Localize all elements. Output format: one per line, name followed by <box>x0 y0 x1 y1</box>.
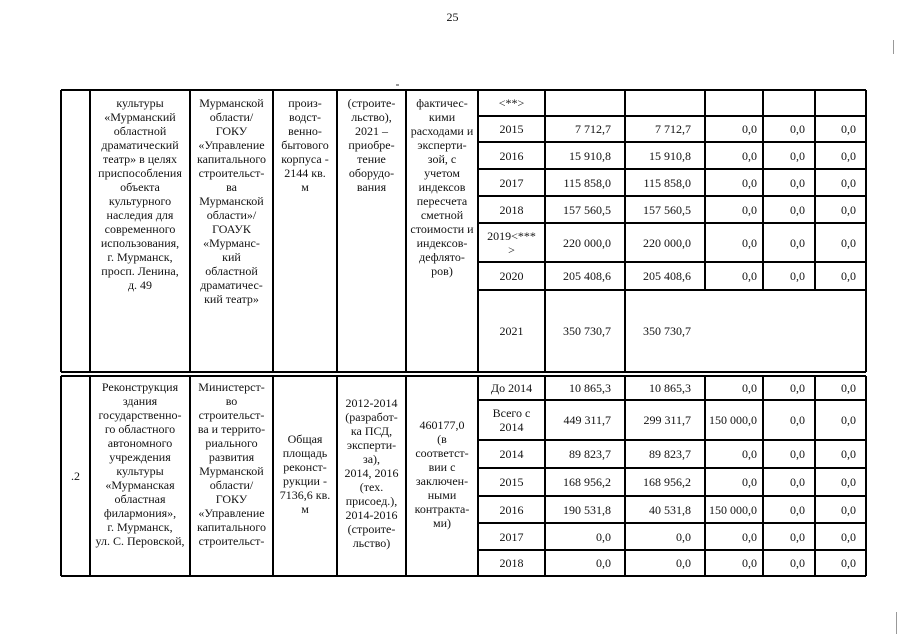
year-cell-line: Всего с <box>492 406 531 420</box>
total-amount: 350 730,7 <box>563 324 611 338</box>
object-name-line: «Мурманский <box>104 110 176 124</box>
municipal-amount: 0,0 <box>790 413 805 427</box>
customer-name-line: Мурманской <box>199 464 264 478</box>
capacity-line: венно- <box>288 124 322 138</box>
capacity-line: м <box>301 502 309 516</box>
object-name-line: областная <box>114 492 166 506</box>
federal-amount: 0,0 <box>742 175 757 190</box>
estimated-cost-line: кими <box>428 110 456 124</box>
estimated-cost-line: расходами и <box>410 124 474 138</box>
year-cell-line: > <box>508 242 515 257</box>
estimated-cost-line: учетом <box>424 166 460 180</box>
customer-name-line: риального <box>205 436 258 450</box>
customer-name-line: развития <box>208 450 255 464</box>
estimated-cost-line: индексов <box>418 180 466 194</box>
construction-period-line: эксперти- <box>346 438 397 452</box>
customer-name-line: капитального <box>197 520 266 534</box>
estimated-cost-line: заключен- <box>415 474 469 488</box>
section-b-top-rule <box>61 375 866 376</box>
capacity-line: площадь <box>282 446 328 460</box>
year-cell: 2018 <box>499 202 524 217</box>
estimated-cost <box>406 96 478 278</box>
municipal-amount: 0,0 <box>790 269 805 283</box>
municipal-amount: 0,0 <box>790 556 805 570</box>
construction-period-line: (тех. <box>359 480 384 494</box>
construction-period-line: за), <box>362 452 381 466</box>
federal-amount: 0,0 <box>742 447 757 461</box>
year-cell <box>478 406 545 434</box>
other-amount: 0,0 <box>841 122 856 136</box>
regional-amount: 89 823,7 <box>649 447 691 461</box>
amount-column-rule <box>865 90 866 290</box>
total-amount: 0,0 <box>596 529 611 544</box>
federal-amount: 0,0 <box>742 202 757 217</box>
object-name-line: го областного <box>104 422 176 436</box>
object-name-line: культуры <box>116 96 164 110</box>
federal-amount: 0,0 <box>742 269 757 283</box>
object-name-line: г. Мурманск, <box>107 520 173 534</box>
municipal-amount: 0,0 <box>790 202 805 217</box>
customer-name-line: во <box>225 394 238 408</box>
customer-name-line: ГОАУК <box>212 222 251 236</box>
object-name <box>90 380 190 548</box>
capacity-line: реконст- <box>283 460 327 474</box>
total-amount: 205 408,6 <box>563 269 611 283</box>
estimated-cost <box>406 418 478 530</box>
other-amount: 0,0 <box>841 413 856 427</box>
federal-amount: 0,0 <box>742 556 757 570</box>
customer-name-line: ва <box>226 180 237 194</box>
table-right-rule <box>865 290 866 372</box>
year-cell: <**> <box>498 96 525 110</box>
year-row-rule <box>478 439 866 440</box>
scan-mark <box>896 612 897 634</box>
federal-amount: 0,0 <box>742 235 757 250</box>
regional-amount: 10 865,3 <box>649 381 691 395</box>
year-cell-line: 2019<*** <box>487 228 536 243</box>
customer-name-line: строительст- <box>198 166 265 180</box>
federal-amount: 150 000,0 <box>709 413 757 427</box>
year-row-rule <box>478 141 866 142</box>
object-name-line: объекта <box>120 180 160 194</box>
customer-name-line: «Управление <box>198 506 265 520</box>
object-name-line: областной <box>113 124 167 138</box>
municipal-amount: 0,0 <box>790 447 805 461</box>
object-name-line: наследия для <box>106 208 174 222</box>
object-name-line: современного <box>104 222 176 236</box>
total-amount: 89 823,7 <box>569 447 611 461</box>
capacity-line: 2144 кв. <box>284 166 326 180</box>
object-name-line: филармония», <box>103 506 177 520</box>
object-name-line: г. Мурманск, <box>107 250 173 264</box>
capacity-line: произ- <box>288 96 322 110</box>
year-row-rule <box>478 115 866 116</box>
total-amount: 115 858,0 <box>563 175 611 190</box>
customer-name-line: области/ <box>209 478 254 492</box>
year-row-rule <box>478 222 866 223</box>
other-amount: 0,0 <box>841 502 856 517</box>
column-rule <box>865 376 866 576</box>
municipal-amount: 0,0 <box>790 502 805 517</box>
capacity <box>273 432 337 516</box>
object-name-line: государственно- <box>98 408 182 422</box>
federal-amount: 150 000,0 <box>709 502 757 517</box>
year-cell: 2018 <box>499 556 524 570</box>
customer-name-line: Министерст- <box>198 380 265 394</box>
estimated-cost-line: пересчета <box>416 194 468 208</box>
construction-period-line: 2014, 2016 <box>344 466 399 480</box>
scan-mark <box>893 40 894 54</box>
scan-mark <box>396 84 399 86</box>
total-amount: 157 560,5 <box>563 202 611 217</box>
regional-amount: 0,0 <box>676 556 691 570</box>
municipal-amount: 0,0 <box>790 175 805 190</box>
construction-period-line: приобре- <box>348 138 395 152</box>
customer-name-line: Мурманской <box>199 96 264 110</box>
object-name-line: театр» в целях <box>102 152 178 166</box>
other-amount: 0,0 <box>841 447 856 461</box>
object-name-line: просп. Ленина, <box>101 264 179 278</box>
section-a-bottom-rule <box>61 371 866 372</box>
year-cell: 2020 <box>499 269 524 283</box>
regional-amount: 115 858,0 <box>643 175 691 190</box>
year-cell: 2014 <box>499 447 524 461</box>
regional-amount: 205 408,6 <box>643 269 691 283</box>
year-cell: 2015 <box>499 122 524 136</box>
total-amount: 10 865,3 <box>569 381 611 395</box>
capacity-line: рукции - <box>283 474 327 488</box>
year-row-rule <box>478 261 866 262</box>
municipal-amount: 0,0 <box>790 148 805 163</box>
estimated-cost-line: сметной <box>420 208 464 222</box>
municipal-amount: 0,0 <box>790 235 805 250</box>
object-name-line: Реконструкция <box>101 380 179 394</box>
construction-period-line: 2014-2016 <box>345 508 398 522</box>
customer-name-line: ГОКУ <box>215 492 248 506</box>
object-name-line: учреждения <box>109 450 171 464</box>
estimated-cost-line: зой, с <box>427 152 457 166</box>
total-amount: 7 712,7 <box>575 122 611 136</box>
row-number: .2 <box>71 469 80 483</box>
total-amount: 190 531,8 <box>563 502 611 517</box>
estimated-cost-line: 460177,0 <box>419 418 465 432</box>
estimated-cost-line: ров) <box>431 264 453 278</box>
other-amount: 0,0 <box>841 202 856 217</box>
estimated-cost-line: эксперти- <box>417 138 467 152</box>
customer-name-line: «Управление <box>198 138 265 152</box>
capacity-line: бытового <box>281 138 329 152</box>
regional-amount: 168 956,2 <box>643 475 691 489</box>
regional-amount: 0,0 <box>676 529 691 544</box>
federal-amount: 0,0 <box>742 475 757 489</box>
customer-name-line: капитального <box>197 152 266 166</box>
customer-name <box>190 380 273 548</box>
construction-period-line: (разработ- <box>345 410 398 424</box>
total-amount: 449 311,7 <box>563 413 611 427</box>
capacity-line: Общая <box>287 432 323 446</box>
object-name-line: д. 49 <box>127 278 153 292</box>
estimated-cost-line: контракта- <box>414 502 470 516</box>
object-name-line: ул. С. Перовской, <box>95 534 185 548</box>
construction-period-line: льство), <box>351 110 392 124</box>
total-amount: 15 910,8 <box>569 148 611 163</box>
other-amount: 0,0 <box>841 475 856 489</box>
customer-name-line: области»/ <box>206 208 257 222</box>
construction-period-line: (строите- <box>347 96 396 110</box>
estimated-cost-line: ными <box>427 488 457 502</box>
capacity-line: 7136,6 кв. <box>279 488 331 502</box>
year-cell: 2021 <box>499 324 524 338</box>
year-row-rule <box>478 549 866 550</box>
federal-amount: 0,0 <box>742 381 757 395</box>
estimated-cost-line: ми) <box>432 516 451 530</box>
customer-name-line: кий <box>222 250 241 264</box>
other-amount: 0,0 <box>841 529 856 544</box>
customer-name <box>190 96 273 306</box>
federal-amount: 0,0 <box>742 148 757 163</box>
estimated-cost-line: вии с <box>428 460 456 474</box>
year-cell: 2017 <box>499 529 524 544</box>
table-left-rule <box>60 90 61 372</box>
total-amount: 0,0 <box>596 556 611 570</box>
municipal-amount: 0,0 <box>790 529 805 544</box>
object-name <box>90 96 190 292</box>
customer-name-line: ва и террито- <box>197 422 266 436</box>
total-amount: 168 956,2 <box>563 475 611 489</box>
amount-column-rule <box>704 90 705 290</box>
year-cell: 2017 <box>499 175 524 190</box>
regional-amount: 350 730,7 <box>643 324 691 338</box>
regional-amount: 157 560,5 <box>643 202 691 217</box>
object-name-line: «Мурманская <box>105 478 175 492</box>
construction-period-line: тение <box>357 152 386 166</box>
object-name-line: приспособления <box>98 166 182 180</box>
customer-name-line: «Мурманс- <box>203 236 260 250</box>
table-top-rule <box>61 89 866 90</box>
federal-amount: 0,0 <box>742 122 757 136</box>
year-cell: 2015 <box>499 475 524 489</box>
year-cell: 2016 <box>499 502 524 517</box>
other-amount: 0,0 <box>841 235 856 250</box>
regional-amount: 299 311,7 <box>643 413 691 427</box>
object-name-line: автономного <box>107 436 173 450</box>
construction-period-line: 2012-2014 <box>345 396 398 410</box>
year-row-rule <box>478 522 866 523</box>
object-name-line: культурного <box>108 194 172 208</box>
capacity <box>273 96 337 194</box>
amount-column-rule <box>814 90 815 290</box>
customer-name-line: области/ <box>209 110 254 124</box>
regional-amount: 40 531,8 <box>649 502 691 517</box>
year-row-rule <box>478 495 866 496</box>
other-amount: 0,0 <box>841 148 856 163</box>
construction-period-line: ка ПСД, <box>350 424 393 438</box>
year-cell-line: 2014 <box>499 420 524 434</box>
other-amount: 0,0 <box>841 556 856 570</box>
construction-period-line: вания <box>356 180 387 194</box>
object-name-line: использования, <box>100 236 180 250</box>
capacity-line: корпуса - <box>281 152 329 166</box>
amount-column-rule <box>762 90 763 290</box>
federal-amount: 0,0 <box>742 529 757 544</box>
estimated-cost-line: соответст- <box>415 446 469 460</box>
regional-amount: 220 000,0 <box>643 235 691 250</box>
customer-name-line: строительст- <box>198 534 265 548</box>
capacity-line: водст- <box>289 110 321 124</box>
object-name-line: драматический <box>101 138 179 152</box>
construction-period <box>337 96 406 194</box>
estimated-cost-line: (в <box>437 432 447 446</box>
object-name-line: здания <box>122 394 158 408</box>
year-row-rule <box>478 168 866 169</box>
municipal-amount: 0,0 <box>790 475 805 489</box>
municipal-amount: 0,0 <box>790 122 805 136</box>
customer-name-line: кий театр» <box>204 292 259 306</box>
customer-name-line: областной <box>205 264 258 278</box>
object-name-line: культуры <box>116 464 164 478</box>
customer-name-line: ГОКУ <box>215 124 248 138</box>
estimated-cost-line: фактичес- <box>416 96 468 110</box>
regional-amount: 7 712,7 <box>655 122 691 136</box>
year-cell: 2016 <box>499 148 524 163</box>
construction-period-line: оборудо- <box>348 166 395 180</box>
customer-name-line: строительст- <box>198 408 265 422</box>
capacity-line: м <box>301 180 309 194</box>
estimated-cost-line: дефлято- <box>419 250 465 264</box>
year-row-rule <box>478 467 866 468</box>
year-row-rule <box>478 399 866 400</box>
customer-name-line: Мурманской <box>199 194 264 208</box>
regional-amount: 15 910,8 <box>649 148 691 163</box>
year-cell: До 2014 <box>490 381 533 395</box>
other-amount: 0,0 <box>841 269 856 283</box>
table-bottom-rule <box>61 575 866 576</box>
construction-period-line: 2021 – <box>355 124 388 138</box>
year-cell <box>478 229 545 257</box>
municipal-amount: 0,0 <box>790 381 805 395</box>
estimated-cost-line: стоимости и <box>410 222 474 236</box>
other-amount: 0,0 <box>841 381 856 395</box>
construction-period-line: присоед.), <box>345 494 398 508</box>
construction-period-line: льство) <box>352 536 391 550</box>
year-row-rule <box>478 289 866 290</box>
total-amount: 220 000,0 <box>563 235 611 250</box>
customer-name-line: драматичес- <box>200 278 263 292</box>
other-amount: 0,0 <box>841 175 856 190</box>
estimated-cost-line: индексов- <box>416 236 468 250</box>
year-row-rule <box>478 195 866 196</box>
construction-period <box>337 396 406 550</box>
page-number: 25 <box>446 10 459 24</box>
construction-period-line: (строите- <box>347 522 396 536</box>
